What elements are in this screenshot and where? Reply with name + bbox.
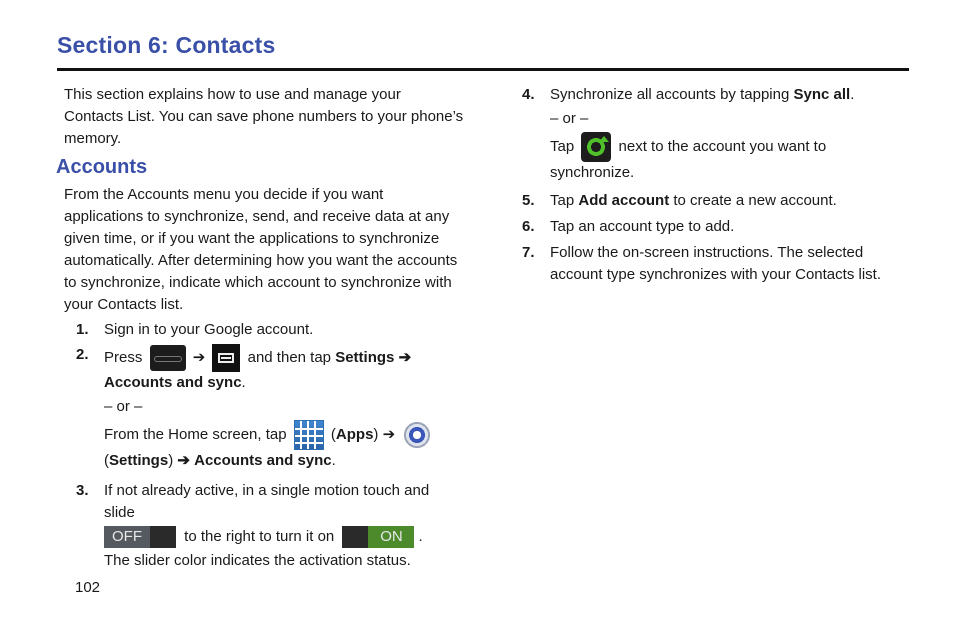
step-text: Synchronize all accounts by tapping xyxy=(550,86,790,103)
arrow-glyph: ➔ xyxy=(177,452,190,469)
step-number: 2. xyxy=(76,346,89,363)
step-text: Sign in to your Google account. xyxy=(104,321,314,338)
settings-gear-icon xyxy=(402,420,432,450)
step-number: 5. xyxy=(522,192,535,209)
home-path xyxy=(104,420,464,472)
step-number: 6. xyxy=(522,218,535,235)
paren: ( xyxy=(104,452,109,469)
toggle-line xyxy=(100,526,464,548)
step-4 xyxy=(522,84,912,184)
step-text: to the right to turn it on xyxy=(184,528,335,545)
toggle-off-label: OFF xyxy=(104,526,150,548)
step-text: Tap xyxy=(550,137,575,155)
step-2 xyxy=(64,344,464,472)
page-number: 102 xyxy=(75,579,101,596)
step-6 xyxy=(522,216,912,238)
step-text: and then tap xyxy=(247,348,332,366)
sync-all-label: Sync all xyxy=(793,86,851,103)
settings-label: Settings xyxy=(335,348,395,366)
settings-label: Settings xyxy=(109,452,169,469)
period: . xyxy=(850,86,855,103)
menu-key-icon xyxy=(150,345,186,371)
step-number: 4. xyxy=(522,86,535,103)
right-column xyxy=(522,84,912,286)
sync-instruction xyxy=(550,132,912,184)
left-column xyxy=(56,84,464,572)
home-key-icon xyxy=(212,344,240,372)
step-text: Press xyxy=(104,348,143,366)
step-3 xyxy=(64,480,464,572)
period: . xyxy=(418,528,423,545)
paren: ) xyxy=(168,452,174,469)
slider-note: The slider color indicates the activation status. xyxy=(104,552,411,570)
toggle-off-icon xyxy=(104,526,176,548)
step-7 xyxy=(522,242,912,286)
arrow-glyph: ➔ xyxy=(382,425,396,443)
step-number: 7. xyxy=(522,244,535,261)
accounts-sync-label: Accounts and sync xyxy=(194,452,332,469)
paren: ) xyxy=(373,425,379,443)
accounts-sync-label: Accounts and sync xyxy=(104,374,242,391)
or-separator: – or – xyxy=(550,110,589,127)
sync-icon xyxy=(581,132,611,162)
apps-icon xyxy=(294,420,324,450)
accounts-heading: Accounts xyxy=(56,156,148,178)
period: . xyxy=(241,374,246,391)
paren: ( xyxy=(330,425,336,443)
step-1 xyxy=(64,319,464,341)
title-rule xyxy=(57,68,909,71)
step-text: Tap an account type to add. xyxy=(550,218,735,235)
step-text: to create a new account. xyxy=(673,192,837,209)
accounts-intro: From the Accounts menu you decide if you want applications to synchronize, send, and receive data at any given time, or if you want the applications to synchronize automatically. After determining how you want the accounts to synchronize, indicate which account to synchronize with your Contacts list. xyxy=(64,186,458,313)
step-text: next to the account you want to synchronize. xyxy=(550,137,827,181)
apps-label: Apps xyxy=(335,425,374,443)
step-5 xyxy=(522,190,912,212)
step-text: Tap xyxy=(550,192,575,209)
arrow-glyph: ➔ xyxy=(192,348,206,366)
step-text: If not already active, in a single motion touch and slide xyxy=(104,482,430,521)
step-number: 3. xyxy=(76,482,89,499)
page-title: Section 6: Contacts xyxy=(57,32,276,58)
arrow-glyph: ➔ xyxy=(398,348,412,366)
or-separator: – or – xyxy=(104,398,143,415)
toggle-on-icon xyxy=(342,526,414,548)
period: . xyxy=(331,452,336,469)
step-text: From the Home screen, tap xyxy=(104,425,287,443)
intro-paragraph: This section explains how to use and manage your Contacts List. You can save phone numbers to your phone’s memory. xyxy=(64,86,464,147)
toggle-on-label: ON xyxy=(368,526,414,548)
step-number: 1. xyxy=(76,321,89,338)
add-account-label: Add account xyxy=(578,192,670,209)
step-text: Follow the on-screen instructions. The selected account type synchronizes with your Contacts list. xyxy=(550,244,881,283)
